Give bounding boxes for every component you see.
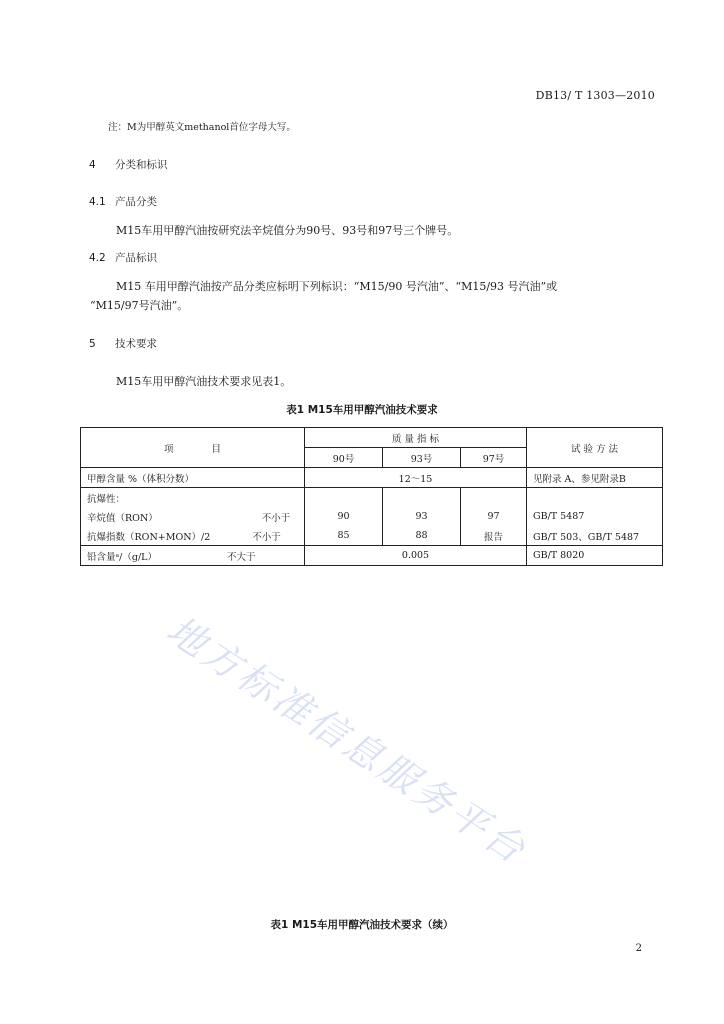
aki-method: GB/T 503、GB/T 5487 bbox=[527, 526, 663, 546]
table-row bbox=[81, 488, 663, 508]
ron-limit: 不小于 bbox=[261, 512, 291, 524]
section-title: 产品标识 bbox=[115, 252, 157, 264]
header-grade-90: 90号 bbox=[305, 448, 383, 468]
ron-value-90: 90 bbox=[305, 507, 383, 526]
section-number: 5 bbox=[89, 338, 96, 350]
section-4-1-text: M15车用甲醇汽油按研究法辛烷值分为90号、93号和97号三个牌号。 bbox=[116, 224, 459, 237]
section-5-text: M15车用甲醇汽油技术要求见表1。 bbox=[116, 375, 292, 388]
lead-label: 铅含量ᵃ/（g/L） bbox=[87, 551, 157, 563]
watermark: 地方标准信息服务平台 bbox=[159, 607, 536, 874]
section-5-heading bbox=[89, 336, 157, 351]
antiknock-label: 抗爆性： bbox=[81, 488, 305, 508]
methanol-value: 12～15 bbox=[305, 468, 527, 488]
table-row bbox=[81, 468, 663, 488]
ron-label: 辛烷值（RON） bbox=[87, 512, 158, 524]
section-number: 4.2 bbox=[89, 252, 106, 264]
lead-cell bbox=[81, 546, 305, 566]
aki-value-97: 报告 bbox=[461, 526, 527, 546]
aki-value-93: 88 bbox=[383, 526, 461, 546]
header-item: 项 目 bbox=[81, 428, 305, 468]
header-grade-93: 93号 bbox=[383, 448, 461, 468]
page-number: 2 bbox=[635, 943, 642, 954]
aki-label: 抗爆指数（RON+MON）/2 bbox=[87, 531, 211, 543]
section-4-heading bbox=[89, 157, 168, 172]
section-4-2-text-line1: M15 车用甲醇汽油按产品分类应标明下列标识：“M15/90 号汽油”、“M15/93 号汽油”或 bbox=[116, 280, 558, 293]
table-row bbox=[81, 526, 663, 546]
table-row bbox=[81, 546, 663, 566]
note-text: 注：M为甲醇英文methanol首位字母大写。 bbox=[108, 122, 296, 133]
ron-value-97: 97 bbox=[461, 507, 527, 526]
header-grade-97: 97号 bbox=[461, 448, 527, 468]
document-code: DB13/ T 1303—2010 bbox=[535, 89, 655, 102]
aki-cell bbox=[81, 526, 305, 546]
table-header-row bbox=[81, 428, 663, 448]
section-title: 分类和标识 bbox=[115, 159, 168, 171]
section-4-2-heading bbox=[89, 250, 157, 265]
methanol-label: 甲醇含量 %（体积分数） bbox=[81, 468, 305, 488]
spec-table bbox=[80, 427, 663, 566]
header-method: 试 验 方 法 bbox=[527, 428, 663, 468]
section-4-2-text-line2: “M15/97号汽油”。 bbox=[90, 299, 189, 312]
ron-cell bbox=[81, 507, 305, 526]
ron-method: GB/T 5487 bbox=[527, 507, 663, 526]
section-title: 产品分类 bbox=[115, 196, 157, 208]
aki-limit: 不小于 bbox=[252, 531, 281, 543]
header-quality: 质 量 指 标 bbox=[305, 428, 527, 448]
lead-limit: 不大于 bbox=[226, 551, 256, 563]
aki-value-90: 85 bbox=[305, 526, 383, 546]
section-number: 4 bbox=[89, 159, 96, 171]
ron-value-93: 93 bbox=[383, 507, 461, 526]
lead-value: 0.005 bbox=[305, 546, 527, 566]
lead-method: GB/T 8020 bbox=[527, 546, 663, 566]
table-caption-continued: 表1 M15车用甲醇汽油技术要求（续） bbox=[270, 919, 454, 931]
section-title: 技术要求 bbox=[115, 338, 157, 350]
section-4-1-heading bbox=[89, 194, 157, 209]
table-row bbox=[81, 507, 663, 526]
methanol-method: 见附录 A、参见附录B bbox=[527, 468, 663, 488]
section-number: 4.1 bbox=[89, 196, 106, 208]
table-caption: 表1 M15车用甲醇汽油技术要求 bbox=[286, 404, 438, 416]
